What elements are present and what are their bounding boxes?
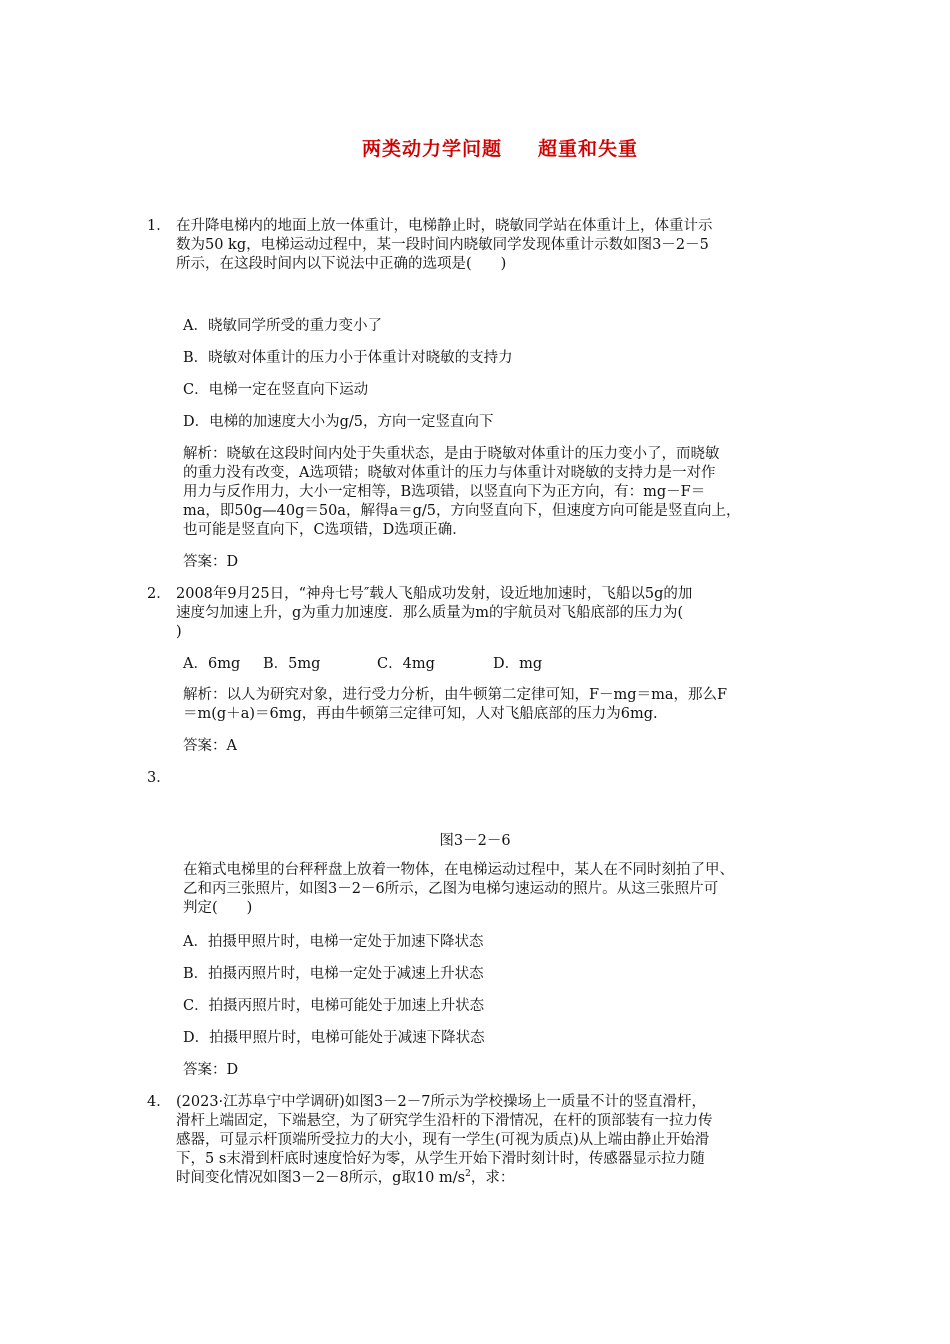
- question-2-stem: [176, 585, 806, 642]
- question-3-answer: 答案：D: [183, 1062, 239, 1078]
- question-3-stem: [183, 861, 808, 918]
- question-2-explanation: [183, 686, 808, 724]
- question-1-option-c: C．电梯一定在竖直向下运动: [183, 382, 369, 398]
- question-3-number: 3．: [147, 770, 171, 786]
- stem-line: (2023·江苏阜宁中学调研)如图3－2－7所示为学校操场上一质量不计的竖直滑杆，: [176, 1094, 706, 1110]
- question-1-option-d: D．电梯的加速度大小为g/5，方向一定竖直向下: [183, 414, 494, 430]
- question-1-stem: [176, 217, 806, 274]
- question-2-options: [183, 655, 808, 674]
- question-1-option-a: A．晓敏同学所受的重力变小了: [183, 318, 382, 334]
- explanation-line: ma，即50g—40g＝50a，解得a＝g/5，方向竖直向下，但速度方向可能是竖直向上，: [183, 503, 741, 519]
- question-4-number: 4．: [147, 1094, 171, 1110]
- stem-text: ，求：: [470, 1170, 515, 1186]
- question-3-option-d: D．拍摄甲照片时，电梯可能处于减速下降状态: [183, 1030, 485, 1046]
- question-2-option-d: D．mg: [493, 656, 543, 672]
- figure-caption: 图3－2－6: [439, 833, 511, 849]
- stem-line: 乙和丙三张照片，如图3－2－6所示，乙图为电梯匀速运动的照片。从这三张照片可: [183, 881, 719, 897]
- question-1-answer: 答案：D: [183, 554, 239, 570]
- explanation-line: 也可能是竖直向下，C选项错，D选项正确．: [183, 522, 467, 538]
- explanation-line: 解析：以人为研究对象，进行受力分析，由牛顿第二定律可知，F－mg＝ma，那么F: [183, 687, 728, 703]
- question-3-option-c: C．拍摄丙照片时，电梯可能处于加速上升状态: [183, 998, 485, 1014]
- question-2-number: 2．: [147, 586, 171, 602]
- explanation-line: 用力与反作用力，大小一定相等，B选项错，以竖直向下为正方向，有：mg－F＝: [183, 484, 706, 500]
- explanation-line: 的重力没有改变，A选项错；晓敏对体重计的压力与体重计对晓敏的支持力是一对作: [183, 465, 716, 481]
- stem-line: 在箱式电梯里的台秤秤盘上放着一物体，在电梯运动过程中，某人在不同时刻拍了甲、: [183, 862, 734, 878]
- question-2-option-a: A．6mg: [183, 656, 241, 672]
- question-1-explanation: [183, 445, 808, 540]
- superscript: 2: [465, 1169, 471, 1180]
- stem-line: 在升降电梯内的地面上放一体重计，电梯静止时，晓敏同学站在体重计上，体重计示: [176, 218, 713, 234]
- question-4-stem: [176, 1093, 806, 1188]
- question-1-number: 1．: [147, 218, 171, 234]
- stem-line: 所示，在这段时间内以下说法中正确的选项是( ): [176, 256, 507, 272]
- question-2-option-c: C．4mg: [377, 656, 435, 672]
- question-2-answer: 答案：A: [183, 738, 237, 754]
- stem-line: 下，5 s末滑到杆底时速度恰好为零，从学生开始下滑时刻计时，传感器显示拉力随: [176, 1151, 705, 1167]
- explanation-line: ＝m(g＋a)＝6mg，再由牛顿第三定律可知，人对飞船底部的压力为6mg.: [183, 706, 658, 722]
- stem-text: 时间变化情况如图3－2－8所示，g取10 m/s: [176, 1170, 466, 1186]
- page-title: [0, 140, 950, 159]
- question-1-option-b: B．晓敏对体重计的压力小于体重计对晓敏的支持力: [183, 350, 513, 366]
- stem-line: ): [176, 624, 182, 640]
- title-part-2: 超重和失重: [538, 138, 639, 160]
- stem-line: 速度匀加速上升，g为重力加速度．那么质量为m的宇航员对飞船底部的压力为(: [176, 605, 684, 621]
- stem-line: 判定( ): [183, 900, 253, 916]
- question-2-option-b: B．5mg: [263, 656, 321, 672]
- stem-line: 数为50 kg，电梯运动过程中，某一段时间内晓敏同学发现体重计示数如图3－2－5: [176, 237, 709, 253]
- explanation-line: 解析：晓敏在这段时间内处于失重状态，是由于晓敏对体重计的压力变小了，而晓敏: [183, 446, 720, 462]
- stem-line: 感器，可显示杆顶端所受拉力的大小，现有一学生(可视为质点)从上端由静止开始滑: [176, 1132, 710, 1148]
- question-3-option-a: A．拍摄甲照片时，电梯一定处于加速下降状态: [183, 934, 484, 950]
- stem-line: 2008年9月25日，“神舟七号″载人飞船成功发射，设近地加速时，飞船以5g的加: [176, 586, 693, 602]
- question-3-option-b: B．拍摄丙照片时，电梯一定处于减速上升状态: [183, 966, 484, 982]
- title-part-1: 两类动力学问题: [361, 138, 502, 160]
- stem-line: 滑杆上端固定，下端悬空，为了研究学生沿杆的下滑情况，在杆的顶部装有一拉力传: [176, 1113, 713, 1129]
- stem-line: [176, 1169, 806, 1188]
